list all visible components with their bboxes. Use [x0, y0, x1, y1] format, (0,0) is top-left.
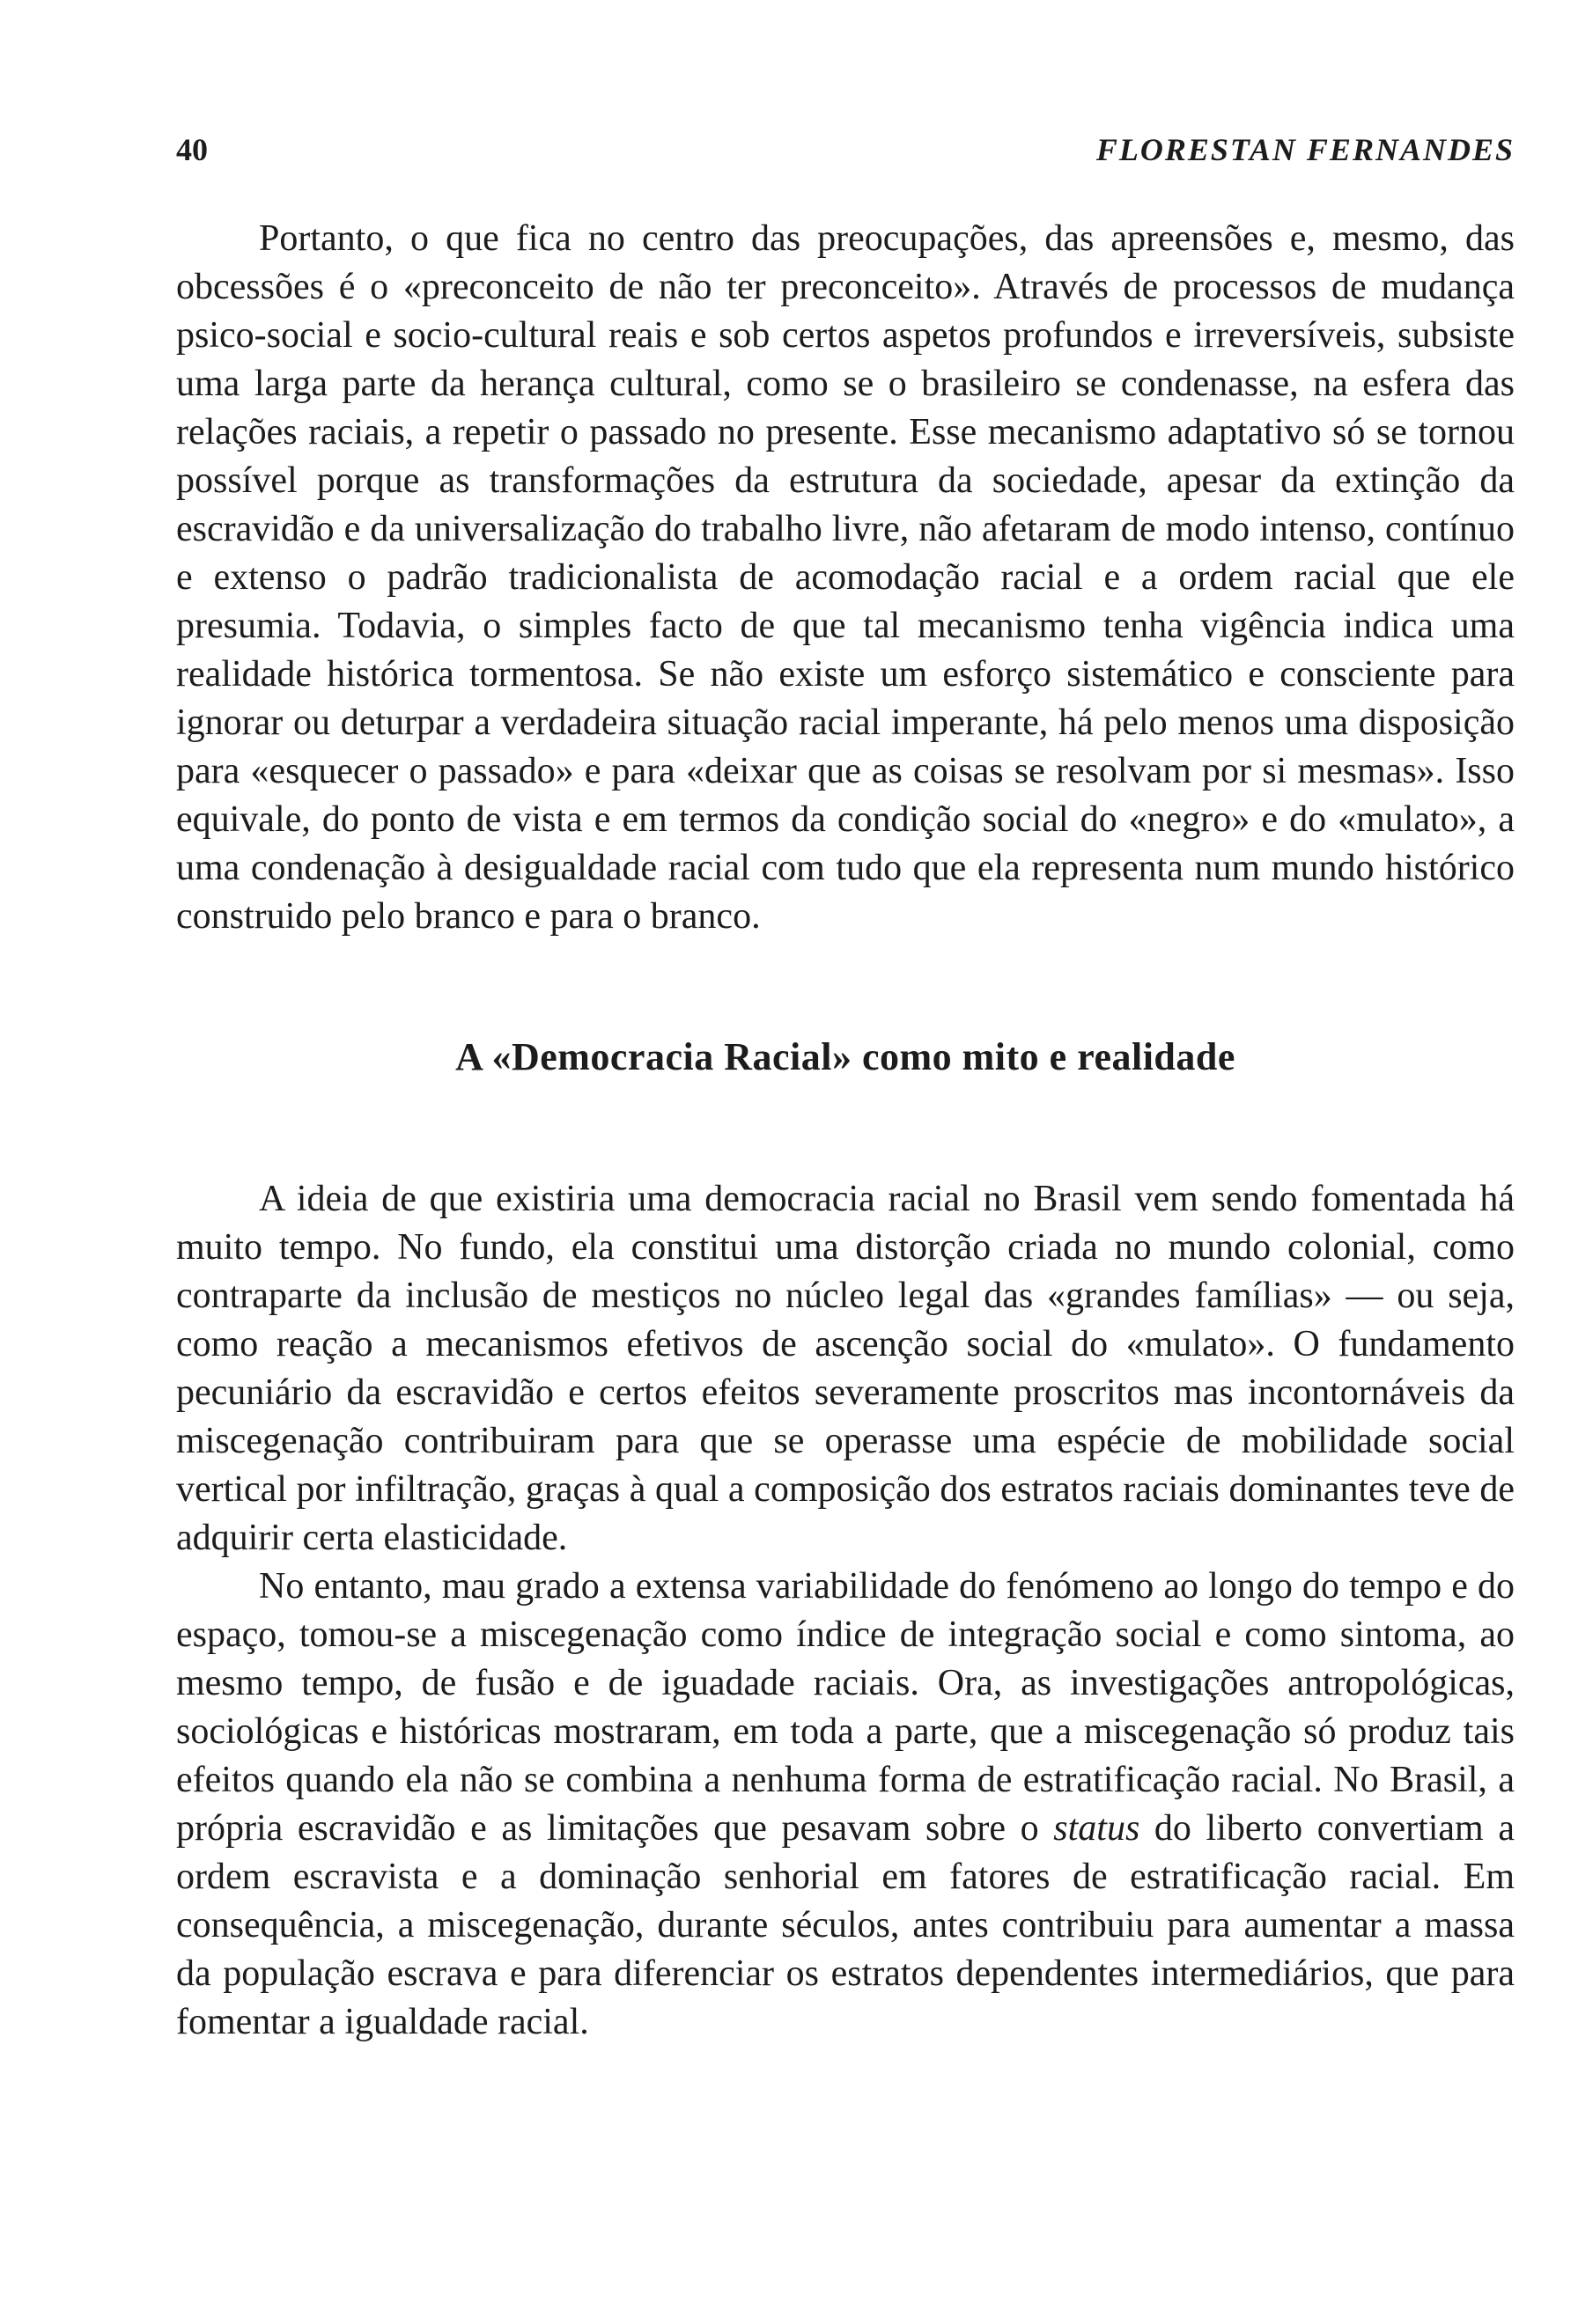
body-text-upper: [176, 215, 1515, 941]
paragraph-text: do liberto convertiam a ordem escravista e a dominação senhorial em fatores de estratificação racial. Em consequência, a miscegenação, durante séculos, antes contribuiu para aumentar a massa da população escrava e para diferenciar os estratos dependentes intermediários, que para fomentar a igualdade racial.: [176, 1808, 1515, 2042]
italic-term: status: [1053, 1808, 1140, 1849]
paragraph: Portanto, o que fica no centro das preocupações, das apreensões e, mesmo, das obcessões é o «preconceito de não ter preconceito». Através de processos de mudança psico-social e socio-cultural reais e sob certos aspetos profundos e irreversíveis, subsiste uma larga parte da herança cultural, como se o brasileiro se condenasse, na esfera das relações raciais, a repetir o passado no presente. Esse mecanismo adaptativo só se tornou possível porque as transformações da estrutura da sociedade, apesar da extinção da escravidão e da universalização do trabalho livre, não afetaram de modo intenso, contínuo e extenso o padrão tradicionalista de acomodação racial e a ordem racial que ele presumia. Todavia, o simples facto de que tal mecanismo tenha vigência indica uma realidade histórica tormentosa. Se não existe um esforço sistemático e consciente para ignorar ou deturpar a verdadeira situação racial imperante, há pelo menos uma disposição para «esquecer o passado» e para «deixar que as coisas se resolvam por si mesmas». Isso equivale, do ponto de vista e em termos da condição social do «negro» e do «mulato», a uma condenação à desigualdade racial com tudo que ela representa num mundo histórico construido pelo branco e para o branco.: [176, 218, 1515, 937]
running-title: FLORESTAN FERNANDES: [1095, 132, 1515, 167]
paragraph: A ideia de que existiria uma democracia racial no Brasil vem sendo fomentada há muito tempo. No fundo, ela constitui uma distorção criada no mundo colonial, como contraparte da inclusão de mestiços no núcleo legal das «grandes famílias» — ou seja, como reação a mecanismos efetivos de ascenção social do «mulato». O fundamento pecuniário da escravidão e certos efeitos severamente proscritos mas incontornáveis da miscegenação contribuiram para que se operasse uma espécie de mobilidade social vertical por infiltração, graças à qual a composição dos estratos raciais dominantes teve de adquirir certa elasticidade.: [176, 1179, 1515, 1558]
paragraph: [176, 1563, 1515, 2047]
page-number: 40: [176, 132, 208, 167]
book-page: [176, 123, 1515, 2254]
running-head: [176, 123, 1515, 176]
section-title: A «Democracia Racial» como mito e realidade: [455, 1035, 1235, 1078]
paragraph-text: No entanto, mau grado a extensa variabilidade do fenómeno ao longo do tempo e do espaço, tomou-se a miscegenação como índice de integração social e como sintoma, ao mesmo tempo, de fusão e de iguadade raciais. Ora, as investigações antropológicas, sociológicas e históricas mostraram, em toda a parte, que a miscegenação só produz tais efeitos quando ela não se combina a nenhuma forma de estratificação racial. No Brasil, a própria escravidão e as limitações que pesavam sobre o: [176, 1566, 1515, 1849]
body-text-lower: [176, 1175, 1515, 2047]
